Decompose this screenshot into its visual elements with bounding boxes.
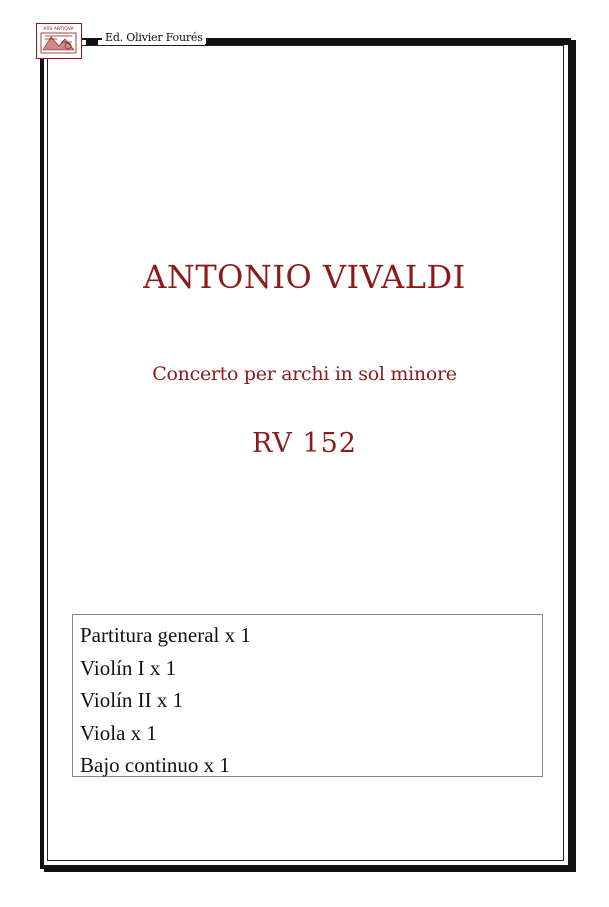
logo-text: ARS ANTIQVA <box>43 27 74 32</box>
publisher-logo <box>36 23 82 59</box>
header-rule <box>205 38 571 45</box>
header-rule-short <box>86 38 98 45</box>
composer-name: ANTONIO VIVALDI <box>143 258 466 296</box>
part-item: Bajo continuo x 1 <box>80 753 230 777</box>
part-item: Violín I x 1 <box>80 655 177 680</box>
parts-list <box>72 614 543 777</box>
part-item: Viola x 1 <box>80 720 157 745</box>
work-title: Concerto per archi in sol minore <box>152 363 457 385</box>
catalog-number: RV 152 <box>252 428 357 459</box>
ars-antiqva-logo-icon <box>37 24 80 57</box>
part-item: Violín II x 1 <box>80 688 184 712</box>
part-item: Partitura general x 1 <box>80 623 251 647</box>
publisher-label: Ed. Olivier Fourés <box>102 31 206 44</box>
